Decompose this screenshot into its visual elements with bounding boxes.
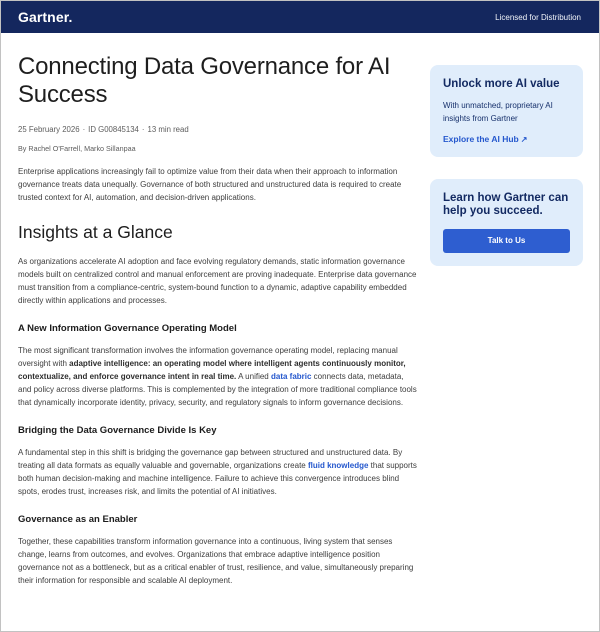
subsection-heading: A New Information Governance Operating Model	[18, 323, 237, 334]
license-label: Licensed for Distribution	[495, 12, 581, 22]
sidebar	[430, 33, 583, 587]
explore-ai-hub-link[interactable]	[443, 134, 570, 144]
subsection-governance-enabler	[18, 514, 418, 587]
subsection-paragraph	[18, 446, 418, 498]
text-segment: Together, these capabilities transform information governance into a continuous, living system that senses change, learns from outcomes, and evolves. Organizations that embrace adaptive intelligence position governance not as a bottleneck, but as a critical enabler of trust, resilience, and value, simultaneously preparing their information for responsible and scalable AI deployment.	[18, 537, 414, 585]
article-meta	[18, 125, 418, 134]
text-segment: that supports both human decision-making and machine intelligence. Failure to achieve this convergence introduces blind spots, erodes trust, increases risk, and limits the potential of AI initiatives.	[18, 461, 417, 496]
text-segment: A fundamental step in this shift is bridging the governance gap between structured and unstructured data. By treating all data formats as equally valuable and governable, organizations create	[18, 448, 403, 470]
external-link-icon: ↗	[520, 134, 528, 144]
text-segment: adaptive intelligence: an operating model where intelligent agents continuously monitor, contextualize, and enforce governance intent in real time.	[18, 359, 406, 381]
publish-date: 25 February 2026	[18, 125, 80, 134]
text-segment: A unified	[236, 372, 271, 381]
meta-separator: ·	[141, 125, 145, 134]
explore-ai-hub-label: Explore the AI Hub	[443, 133, 519, 144]
contact-cta-card	[430, 179, 583, 266]
byline: By Rachel O'Farrell, Marko Sillanpaa	[18, 144, 136, 153]
subsection-operating-model	[18, 323, 418, 409]
insights-lead-paragraph: As organizations accelerate AI adoption and face evolving regulatory demands, static information governance models built on centralized control and manual enforcement are proving inadequate. Enterprise data governance must transition from a compliance-centric, system-bound function to a dynamic, adaptive capability embedded directly within applications and processes.	[18, 257, 417, 305]
promo-title: Unlock more AI value	[443, 78, 560, 90]
text-segment: The most significant transformation involves the information governance operating model, replacing manual oversight with	[18, 346, 398, 368]
ai-value-promo-card	[430, 65, 583, 157]
text-segment: connects data, metadata, and policy across diverse platforms. This is complemented by the integration of more traditional compliance tools that dynamically incorporate identity, privacy, security, and regulatory signals to inform governance decisions.	[18, 372, 417, 407]
cta-title: Learn how Gartner can help you succeed.	[443, 191, 569, 217]
subsection-paragraph	[18, 344, 418, 409]
gartner-logo[interactable]: Gartner.	[18, 9, 73, 25]
subsection-heading: Bridging the Data Governance Divide Is Key	[18, 425, 217, 436]
top-header-bar	[1, 1, 599, 33]
subsection-paragraph	[18, 535, 418, 587]
intro-paragraph: Enterprise applications increasingly fail to optimize value from their data when their approach to information governance treats data unequally. Governance of both structured and unstructured data is required to create trusted context for AI, automation, and decision-driven applications.	[18, 167, 402, 202]
inline-link[interactable]: fluid knowledge	[307, 461, 369, 470]
article-content	[18, 33, 418, 587]
main-area	[1, 33, 599, 587]
article-title: Connecting Data Governance for AI Success	[18, 53, 391, 108]
subsection-heading: Governance as an Enabler	[18, 514, 138, 525]
talk-to-us-button[interactable]: Talk to Us	[443, 229, 570, 253]
promo-body: With unmatched, proprietary AI insights from Gartner	[443, 100, 553, 123]
inline-link[interactable]: data fabric	[270, 372, 312, 381]
document-id: ID G00845134	[88, 125, 139, 134]
read-time: 13 min read	[147, 125, 189, 134]
subsection-bridging-divide	[18, 425, 418, 498]
meta-separator: ·	[82, 125, 86, 134]
section-heading-insights: Insights at a Glance	[18, 222, 173, 242]
